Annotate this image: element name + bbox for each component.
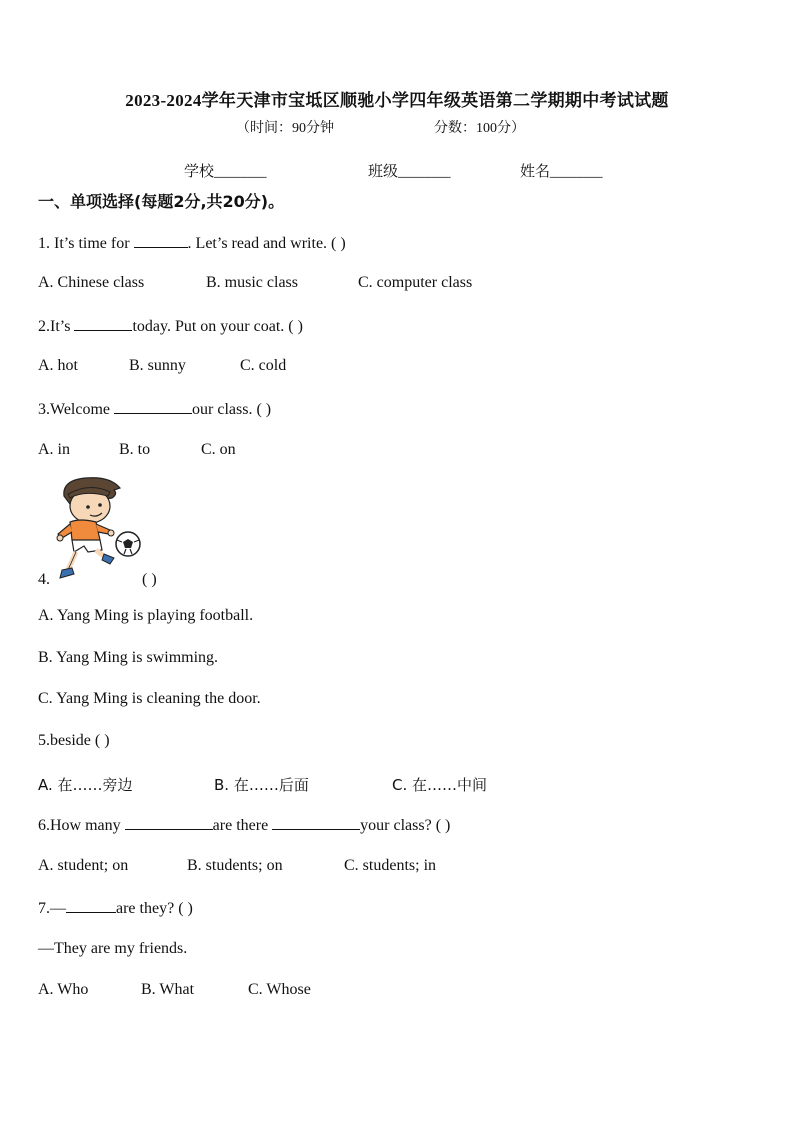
option-c: C. cold xyxy=(240,357,287,374)
option-b: B. Yang Ming is swimming. xyxy=(38,649,219,666)
option-a: A. hot xyxy=(38,357,78,374)
option-c: C. students; in xyxy=(344,857,437,874)
option-a: A. student; on xyxy=(38,857,129,874)
answer-blank xyxy=(114,399,192,414)
dialogue-reply: —They are my friends. xyxy=(38,940,188,957)
option-b: B. What xyxy=(141,981,195,998)
question-7: 7.— are they? ( ) xyxy=(38,900,193,917)
answer-paren: ( ) xyxy=(256,401,272,418)
option-c: C. 在……中间 xyxy=(392,776,488,794)
option-c: C. Whose xyxy=(248,981,311,998)
answer-paren: ( ) xyxy=(178,900,193,917)
options-3 xyxy=(38,441,236,459)
answer-blank xyxy=(134,233,188,248)
options-2 xyxy=(38,357,286,375)
name-field: 姓名_______ xyxy=(520,164,603,180)
option-a: A. 在……旁边 xyxy=(38,776,133,794)
answer-paren: ( ) xyxy=(331,235,346,252)
options-6 xyxy=(38,857,436,875)
page-title: 2023-2024学年天津市宝坻区顺驰小学四年级英语第二学期期中考试试题 xyxy=(125,91,669,110)
question-2: 2.It’s today. Put on your coat. ( ) xyxy=(38,318,303,335)
option-c: C. computer class xyxy=(358,274,473,291)
option-c: C. Yang Ming is cleaning the door. xyxy=(38,690,261,707)
option-b: B. sunny xyxy=(129,357,186,374)
question-1: 1. It’s time for . Let’s read and write. ( ) xyxy=(38,235,346,252)
school-field: 学校_______ xyxy=(184,164,267,180)
answer-blank xyxy=(272,815,360,830)
question-4: 4. ( ) xyxy=(38,571,157,588)
option-a: A. in xyxy=(38,441,70,458)
answer-blank xyxy=(66,898,116,913)
option-b: B. students; on xyxy=(187,857,283,874)
time-limit: （时间：90分钟 xyxy=(236,121,334,136)
option-a: A. Who xyxy=(38,981,89,998)
option-a: A. Yang Ming is playing football. xyxy=(38,607,254,624)
answer-paren: ( ) xyxy=(94,732,110,749)
answer-paren: ( ) xyxy=(142,571,157,588)
options-5 xyxy=(38,774,487,795)
option-c: C. on xyxy=(201,441,236,458)
class-field: 班级_______ xyxy=(368,164,451,180)
boy-playing-football-image xyxy=(50,474,146,586)
option-b: B. to xyxy=(119,441,151,458)
question-3: 3.Welcome our class. ( ) xyxy=(38,401,272,418)
answer-blank xyxy=(74,316,132,331)
exam-meta xyxy=(236,117,525,137)
option-b: B. music class xyxy=(206,274,298,291)
options-1 xyxy=(38,274,472,292)
option-b: B. 在……后面 xyxy=(214,776,309,794)
total-score: 分数：100分） xyxy=(434,121,525,136)
section-heading: 一、单项选择(每题2分,共20分)。 xyxy=(38,192,285,211)
answer-paren: ( ) xyxy=(288,318,303,335)
options-7 xyxy=(38,981,311,999)
answer-paren: ( ) xyxy=(435,817,451,834)
question-5: 5.beside ( ) xyxy=(38,732,110,749)
option-a: A. Chinese class xyxy=(38,274,145,291)
answer-blank xyxy=(125,815,213,830)
question-6: 6.How many are there your class? ( ) xyxy=(38,817,451,834)
